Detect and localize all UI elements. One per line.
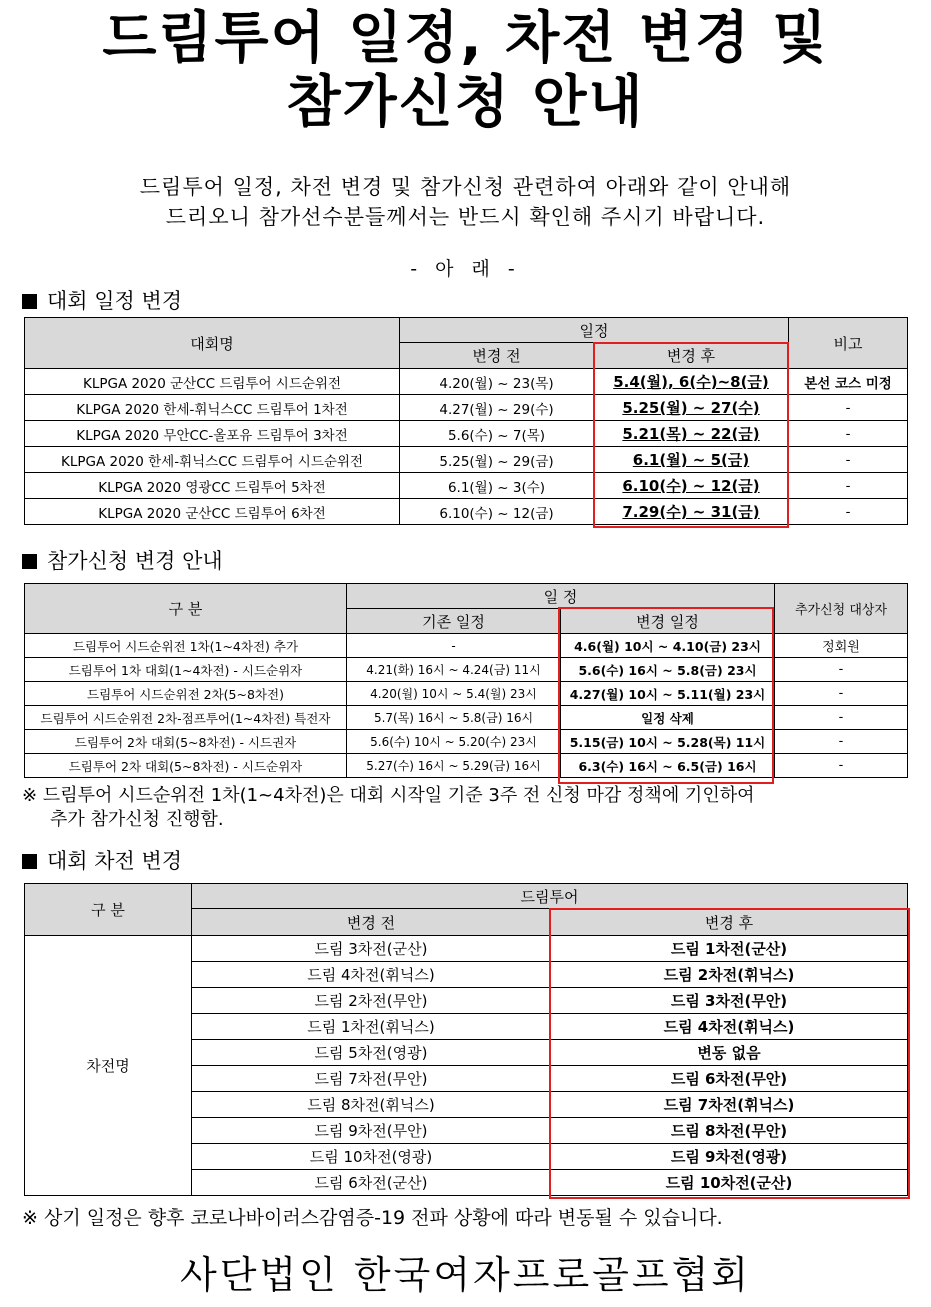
note-cell: - [789,447,908,473]
before-date-cell: 6.1(월) ~ 3(수) [400,473,594,499]
header-old: 기존 일정 [347,609,561,634]
round-label-cell: 차전명 [25,936,192,1196]
table-row [25,499,908,525]
after-round-cell: 드림 10차전(군산) [551,1170,908,1196]
registration-change-table [24,583,908,778]
category-cell: 드림투어 1차 대회(1~4차전) - 시드순위자 [25,658,347,682]
round-change-table [24,883,908,1196]
footer-organization: 사단법인 한국여자프로골프협회 [180,1253,751,1297]
header-schedule: 일정 [400,318,789,343]
note-cell: - [789,499,908,525]
intro-line1: 드림투어 일정, 차전 변경 및 참가신청 관련하여 아래와 같이 안내해 [139,175,792,199]
table-row [25,369,908,395]
category-cell: 드림투어 시드순위전 1차(1~4차전) 추가 [25,634,347,658]
before-round-cell: 드림 7차전(무안) [192,1066,551,1092]
after-date-cell: 5.4(월), 6(수)~8(금) [594,369,789,395]
section2-heading-text: 참가신청 변경 안내 [47,549,223,573]
old-schedule-cell: 5.6(수) 10시 ~ 5.20(수) 23시 [347,730,561,754]
target-cell: - [775,658,908,682]
after-round-cell: 드림 2차전(휘닉스) [551,962,908,988]
after-date-cell: 5.21(목) ~ 22(금) [594,421,789,447]
before-date-cell: 4.27(월) ~ 29(수) [400,395,594,421]
category-cell: 드림투어 시드순위전 2차-점프투어(1~4차전) 특전자 [25,706,347,730]
header-event-name: 대회명 [25,318,400,369]
before-date-cell: 5.25(월) ~ 29(금) [400,447,594,473]
schedule-change-table [24,317,908,525]
old-schedule-cell: 4.21(화) 16시 ~ 4.24(금) 11시 [347,658,561,682]
footnote: ※ 상기 일정은 향후 코로나바이러스감염증-19 전파 상황에 따라 변동될 수 있습니다. [22,1207,723,1229]
category-cell: 드림투어 시드순위전 2차(5~8차전) [25,682,347,706]
header-new: 변경 일정 [561,609,775,634]
after-round-cell: 드림 4차전(휘닉스) [551,1014,908,1040]
old-schedule-cell: - [347,634,561,658]
before-date-cell: 5.6(수) ~ 7(목) [400,421,594,447]
square-bullet-icon [22,294,37,309]
header-before: 변경 전 [192,909,551,936]
section1-heading [22,288,182,314]
table-row [25,754,908,778]
header-note: 비고 [789,318,908,369]
table-row [25,421,908,447]
after-date-cell: 6.1(월) ~ 5(금) [594,447,789,473]
table-row [25,473,908,499]
event-name-cell: KLPGA 2020 한세-휘닉스CC 드림투어 시드순위전 [25,447,400,473]
section1-heading-text: 대회 일정 변경 [47,289,183,313]
section2-note-line1: ※ 드림투어 시드순위전 1차(1~4차전)은 대회 시작일 기준 3주 전 신청 마감 정책에 기인하여 [22,785,755,806]
after-date-cell: 5.25(월) ~ 27(수) [594,395,789,421]
after-round-cell: 드림 7차전(휘닉스) [551,1092,908,1118]
table-row [25,730,908,754]
target-cell: - [775,730,908,754]
arae-label: - 아 래 - [410,258,521,280]
square-bullet-icon [22,854,37,869]
after-round-cell: 드림 9차전(영광) [551,1144,908,1170]
before-round-cell: 드림 4차전(휘닉스) [192,962,551,988]
section3-heading-text: 대회 차전 변경 [47,849,183,873]
page-title-line2: 참가신청 안내 [286,70,645,135]
new-schedule-cell: 6.3(수) 16시 ~ 6.5(금) 16시 [561,754,775,778]
table-row [25,634,908,658]
after-round-cell: 드림 1차전(군산) [551,936,908,962]
new-schedule-cell: 4.6(월) 10시 ~ 4.10(금) 23시 [561,634,775,658]
table-row [25,936,908,962]
new-schedule-cell: 5.6(수) 16시 ~ 5.8(금) 23시 [561,658,775,682]
old-schedule-cell: 5.27(수) 16시 ~ 5.29(금) 16시 [347,754,561,778]
header-after: 변경 후 [551,909,908,936]
intro-line2: 드리오니 참가선수분들께서는 반드시 확인해 주시기 바랍니다. [165,205,766,229]
page-title-line1: 드림투어 일정, 차전 변경 및 [102,6,829,71]
new-schedule-cell: 5.15(금) 10시 ~ 5.28(목) 11시 [561,730,775,754]
section3-heading [22,848,182,874]
before-round-cell: 드림 1차전(휘닉스) [192,1014,551,1040]
square-bullet-icon [22,554,37,569]
event-name-cell: KLPGA 2020 군산CC 드림투어 6차전 [25,499,400,525]
before-round-cell: 드림 6차전(군산) [192,1170,551,1196]
after-round-cell: 드림 3차전(무안) [551,988,908,1014]
section2-note-line2: 추가 참가신청 진행함. [50,809,224,830]
table-row [25,658,908,682]
after-round-cell: 드림 6차전(무안) [551,1066,908,1092]
header-category: 구 분 [25,884,192,936]
old-schedule-cell: 5.7(목) 16시 ~ 5.8(금) 16시 [347,706,561,730]
header-schedule: 일 정 [347,584,775,609]
after-round-cell: 드림 8차전(무안) [551,1118,908,1144]
header-before: 변경 전 [400,343,594,369]
before-round-cell: 드림 5차전(영광) [192,1040,551,1066]
note-cell: - [789,395,908,421]
before-date-cell: 6.10(수) ~ 12(금) [400,499,594,525]
target-cell: 정회원 [775,634,908,658]
event-name-cell: KLPGA 2020 한세-휘닉스CC 드림투어 1차전 [25,395,400,421]
old-schedule-cell: 4.20(월) 10시 ~ 5.4(월) 23시 [347,682,561,706]
after-date-cell: 7.29(수) ~ 31(금) [594,499,789,525]
before-round-cell: 드림 9차전(무안) [192,1118,551,1144]
new-schedule-cell: 4.27(월) 10시 ~ 5.11(월) 23시 [561,682,775,706]
event-name-cell: KLPGA 2020 무안CC-올포유 드림투어 3차전 [25,421,400,447]
header-category: 구 분 [25,584,347,634]
header-after: 변경 후 [594,343,789,369]
event-name-cell: KLPGA 2020 영광CC 드림투어 5차전 [25,473,400,499]
header-target: 추가신청 대상자 [775,584,908,634]
target-cell: - [775,754,908,778]
category-cell: 드림투어 2차 대회(5~8차전) - 시드순위자 [25,754,347,778]
note-cell: 본선 코스 미정 [789,369,908,395]
category-cell: 드림투어 2차 대회(5~8차전) - 시드권자 [25,730,347,754]
before-round-cell: 드림 3차전(군산) [192,936,551,962]
table-row [25,395,908,421]
target-cell: - [775,706,908,730]
note-cell: - [789,473,908,499]
after-date-cell: 6.10(수) ~ 12(금) [594,473,789,499]
before-round-cell: 드림 2차전(무안) [192,988,551,1014]
section2-heading [22,548,223,574]
new-schedule-cell: 일정 삭제 [561,706,775,730]
table-row [25,682,908,706]
table-row [25,447,908,473]
table-row [25,706,908,730]
note-cell: - [789,421,908,447]
after-round-cell: 변동 없음 [551,1040,908,1066]
target-cell: - [775,682,908,706]
before-date-cell: 4.20(월) ~ 23(목) [400,369,594,395]
header-tour: 드림투어 [192,884,908,909]
before-round-cell: 드림 8차전(휘닉스) [192,1092,551,1118]
event-name-cell: KLPGA 2020 군산CC 드림투어 시드순위전 [25,369,400,395]
before-round-cell: 드림 10차전(영광) [192,1144,551,1170]
